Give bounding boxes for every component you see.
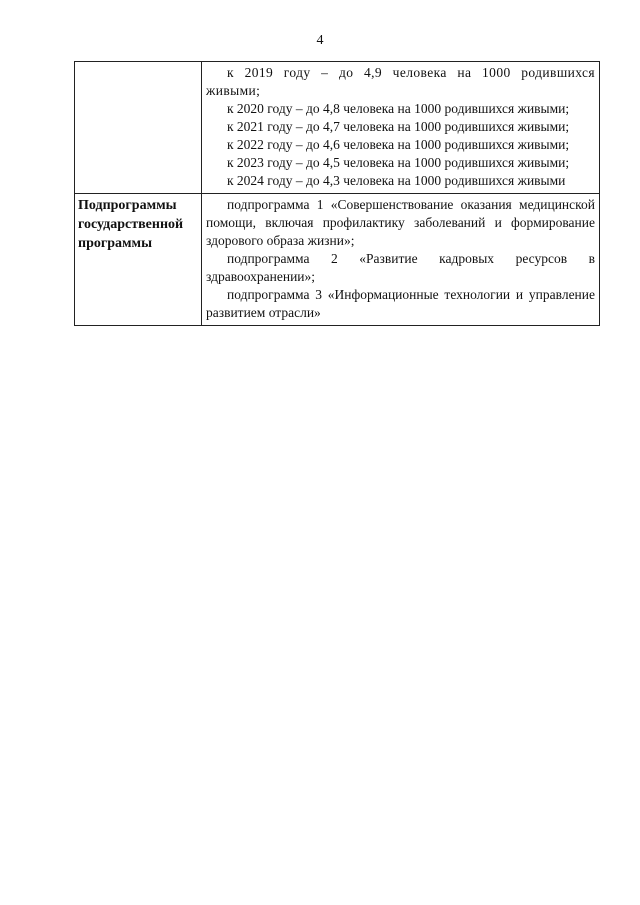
target-2021: к 2021 году – до 4,7 человека на 1000 родившихся живыми; [227,119,570,134]
row-content-cell [202,194,600,326]
table-row-indicator-targets [75,62,600,194]
target-2024: к 2024 году – до 4,3 человека на 1000 родившихся живыми [227,173,566,188]
target-2022: к 2022 году – до 4,6 человека на 1000 родившихся живыми; [227,137,570,152]
subprograms-label: Подпрограммы государственной программы [78,198,184,251]
program-passport-table [74,61,600,326]
row-label-cell [75,62,202,194]
row-content-cell [202,62,600,194]
target-2023: к 2023 году – до 4,5 человека на 1000 родившихся живыми; [227,155,570,170]
target-2019: к 2019 году – до 4,9 человека на 1000 родившихся живыми; [206,65,595,98]
subprogram-2: подпрограмма 2 «Развитие кадровых ресурсов в здравоохранении»; [206,251,595,284]
row-label-cell [75,194,202,326]
page-number: 4 [316,33,324,48]
subprogram-1: подпрограмма 1 «Совершенствование оказания медицинской помощи, включая профилактику заболеваний и формирование здорового образа жизни»; [206,197,595,248]
subprogram-3: подпрограмма 3 «Информационные технологии и управление развитием отрасли» [206,287,595,320]
target-2020: к 2020 году – до 4,8 человека на 1000 родившихся живыми; [227,101,570,116]
table-row-subprograms [75,194,600,326]
